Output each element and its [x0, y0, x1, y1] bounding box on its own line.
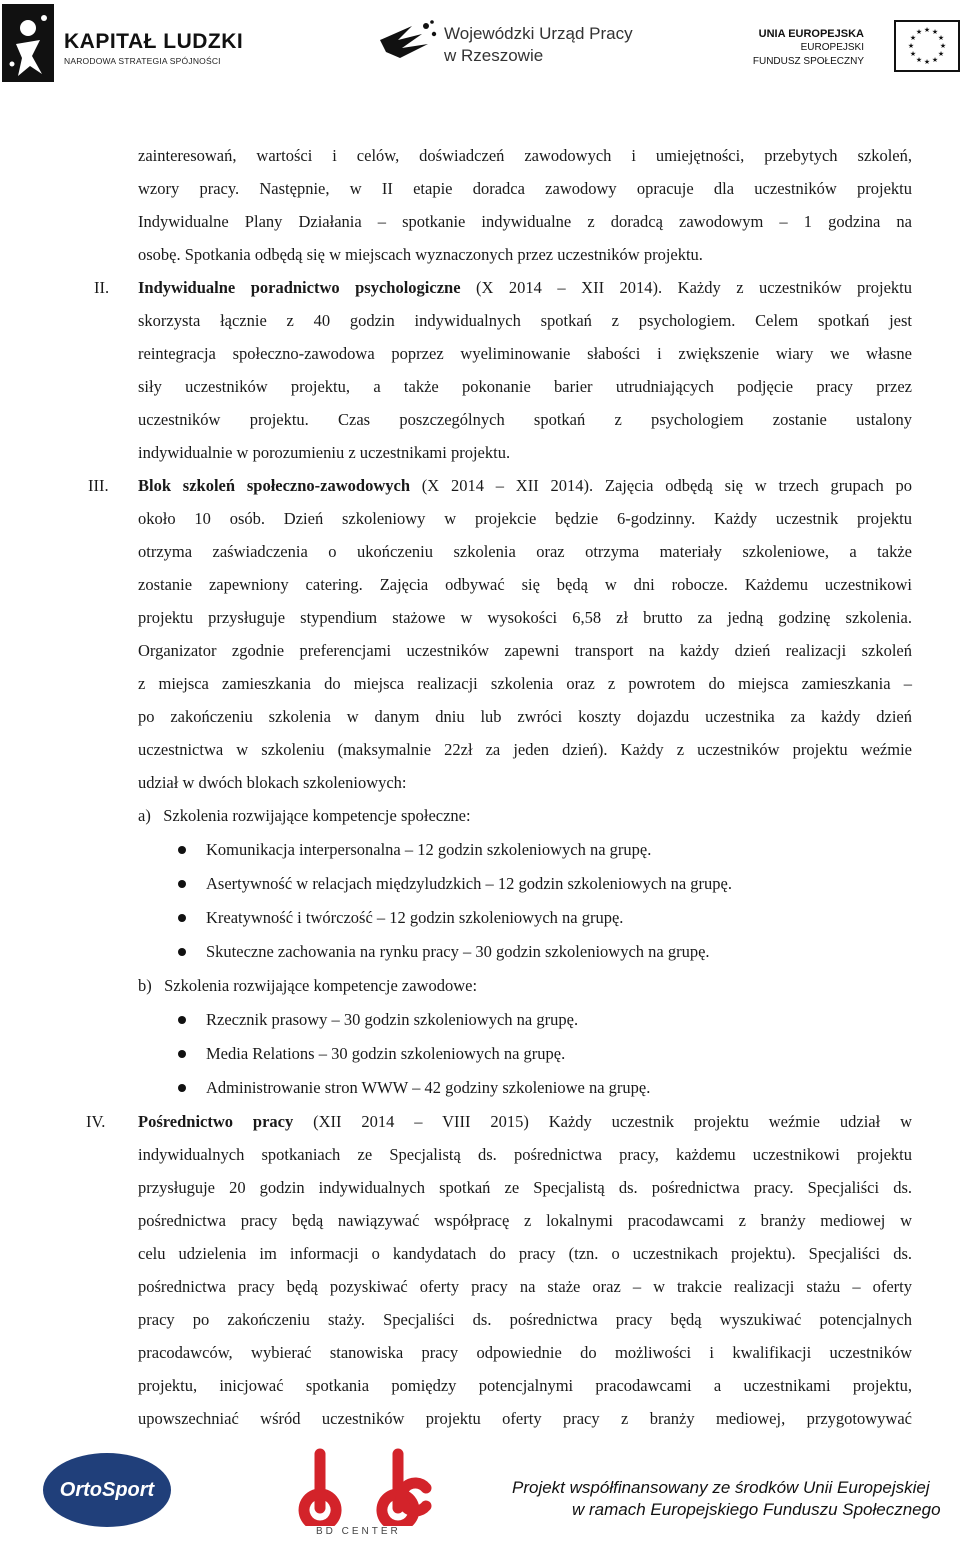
- text-line: uczestnictwa w szkoleniu (maksymalnie 22zł za jeden dzień). Każdy z uczestników projektu weźmie: [138, 740, 912, 759]
- kapital-ludzki-logo: [2, 4, 262, 82]
- text-line: celu udzielenia im informacji o kandydatach do pracy (tzn. o uczestnikach projektu). Specjaliści ds.: [138, 1244, 912, 1263]
- section-number: II.: [94, 278, 110, 297]
- eu-logo: [752, 18, 960, 78]
- svg-text:★: ★: [909, 50, 917, 58]
- eu-flag-icon: [894, 20, 960, 72]
- cofinancing-line1: Projekt współfinansowany ze środków Unii Europejskiej: [512, 1478, 930, 1497]
- bullet-icon: [178, 948, 186, 956]
- text-line: Indywidualne Plany Działania – spotkanie indywidualne z doradcą zawodowym – 1 godzina na: [138, 212, 912, 231]
- list-item: Administrowanie stron WWW – 42 godziny szkoleniowe na grupę.: [206, 1078, 651, 1097]
- eu-line1: UNIA EUROPEJSKA: [758, 28, 864, 40]
- bullet-icon: [178, 914, 186, 922]
- svg-text:★: ★: [923, 26, 931, 34]
- text-line: osobę. Spotkania odbędą się w miejscach wyznaczonych przez uczestników projektu.: [138, 245, 703, 264]
- text-line: skorzysta łącznie z 40 godzin indywidualnych spotkań z psychologiem. Celem spotkań jest: [138, 311, 912, 330]
- text-line: upowszechniać wśród uczestników projektu oferty pracy z branży mediowej, przygotowywać: [138, 1409, 912, 1428]
- text-line: projektu przysługuje stypendium stażowe w wysokości 6,58 zł brutto za jedną godzinę szkolenia.: [138, 608, 912, 627]
- text-line: projektu, inicjować spotkania pomiędzy potencjalnymi pracodawcami a uczestnikami projektu,: [138, 1376, 912, 1395]
- svg-text:★: ★: [939, 42, 947, 50]
- svg-text:★: ★: [907, 42, 915, 50]
- text-line: Organizator zgodnie preferencjami uczestników zapewni transport na każdy dzień realizacji szkoleń: [138, 641, 912, 660]
- svg-text:★: ★: [931, 56, 939, 64]
- list-item: Media Relations – 30 godzin szkoleniowych na grupę.: [206, 1044, 566, 1063]
- bullet-icon: [178, 1084, 186, 1092]
- list-item: Kreatywność i twórczość – 12 godzin szkoleniowych na grupę.: [206, 908, 624, 927]
- text-line: pracy po zakończeniu staży. Specjaliści ds. pośrednictwa pracy będą wyszukiwać potencjalnych: [138, 1310, 912, 1329]
- ortosport-logo-text: OrtoSport: [59, 1479, 155, 1501]
- section-number: III.: [88, 476, 109, 495]
- text-line: wzory pracy. Następnie, w II etapie doradca zawodowy opracuje dla uczestników projektu: [138, 179, 912, 198]
- section-title: Blok szkoleń społeczno-zawodowych: [138, 476, 410, 495]
- bd-center-label: BD CENTER: [316, 1526, 401, 1537]
- kapital-ludzki-emblem-icon: [2, 4, 54, 82]
- list-item: Komunikacja interpersonalna – 12 godzin szkoleniowych na grupę.: [206, 840, 652, 859]
- svg-text:★: ★: [931, 28, 939, 36]
- section-heading-line: Indywidualne poradnictwo psychologiczne (X 2014 – XII 2014). Każdy z uczestników projektu: [138, 278, 912, 297]
- cofinancing-line2: w ramach Europejskiego Funduszu Społecznego: [572, 1500, 941, 1519]
- bdc-mark-icon: [298, 1446, 438, 1526]
- svg-text:★: ★: [915, 56, 923, 64]
- page-footer: [0, 1440, 960, 1542]
- text-line: około 10 osób. Dzień szkoleniowy w projekcie będzie 6-godzinny. Każdy uczestnik projektu: [138, 509, 912, 528]
- text-line: otrzyma zaświadczenia o ukończeniu szkolenia oraz otrzyma materiały szkoleniowe, a także: [138, 542, 912, 561]
- page-header: [0, 0, 960, 90]
- text-line: uczestników projektu. Czas poszczególnych spotkań z psychologiem zostanie ustalony: [138, 410, 912, 429]
- text-line: udział w dwóch blokach szkoleniowych:: [138, 773, 407, 792]
- section-title: Pośrednictwo pracy: [138, 1112, 294, 1131]
- text-line: pośrednictwa pracy będą nawiązywać współpracę z lokalnymi pracodawcami z branży mediowej w: [138, 1211, 912, 1230]
- wup-rzeszow-logo: [378, 14, 648, 74]
- svg-text:★: ★: [909, 34, 917, 42]
- text-line: z miejsca zamieszkania do miejsca realizacji szkolenia oraz z powrotem do miejsca zamieszkania –: [138, 674, 912, 693]
- text-line: pracodawców, wybierać stanowiska pracy odpowiednie do możliwości i kwalifikacji uczestników: [138, 1343, 912, 1362]
- text-line: indywidualnych spotkaniach ze Specjalistą ds. pośrednictwa pracy, każdemu uczestnikowi projektu: [138, 1145, 912, 1164]
- text-line: reintegracja społeczno-zawodowa poprzez wyeliminowanie słabości i zwiększenie wiary we własne: [138, 344, 912, 363]
- bullet-icon: [178, 1016, 186, 1024]
- bullet-icon: [178, 846, 186, 854]
- text-line: indywidualnie w porozumieniu z uczestnikami projektu.: [138, 443, 511, 462]
- wup-name-line2: w Rzeszowie: [444, 46, 544, 65]
- ortosport-logo: [43, 1453, 171, 1527]
- text-line: zostanie zapewniony catering. Zajęcia odbywać się będą w dni robocze. Każdemu uczestnikowi: [138, 575, 912, 594]
- text-line: przysługuje 20 godzin indywidualnych spotkań ze Specjalistą ds. pośrednictwa pracy. Specjaliści ds.: [138, 1178, 912, 1197]
- kapital-ludzki-title: KAPITAŁ LUDZKI: [64, 30, 244, 53]
- eu-line2: EUROPEJSKI: [800, 42, 864, 53]
- text-line: pośrednictwa pracy będą pozyskiwać oferty pracy na staże oraz – w trakcie realizacji stażu – oferty: [138, 1277, 912, 1296]
- svg-text:★: ★: [937, 50, 945, 58]
- section-heading-line: Blok szkoleń społeczno-zawodowych (X 2014 – XII 2014). Zajęcia odbędą się w trzech grupach po: [138, 476, 912, 495]
- eu-line3: FUNDUSZ SPOŁECZNY: [752, 56, 864, 67]
- bullet-icon: [178, 1050, 186, 1058]
- wup-name-line1: Wojewódzki Urząd Pracy: [444, 24, 633, 43]
- list-item: Rzecznik prasowy – 30 godzin szkoleniowych na grupę.: [206, 1010, 579, 1029]
- bullet-icon: [178, 880, 186, 888]
- bd-center-logo: [298, 1446, 438, 1538]
- wup-bird-icon: [378, 18, 440, 68]
- section-number: IV.: [86, 1112, 106, 1131]
- list-b-label: b) Szkolenia rozwijające kompetencje zawodowe:: [138, 976, 478, 995]
- svg-text:★: ★: [937, 34, 945, 42]
- kapital-ludzki-subtitle: NARODOWA STRATEGIA SPÓJNOŚCI: [64, 56, 221, 66]
- text-line: zainteresowań, wartości i celów, doświadczeń zawodowych i umiejętności, przebytych szkoleń,: [138, 146, 912, 165]
- list-item: Skuteczne zachowania na rynku pracy – 30 godzin szkoleniowych na grupę.: [206, 942, 710, 961]
- list-a-label: a) Szkolenia rozwijające kompetencje społeczne:: [138, 806, 471, 825]
- text-line: po zakończeniu szkolenia w danym dniu lub zwróci koszty dojazdu uczestnika za każdy dzień: [138, 707, 912, 726]
- section-title: Indywidualne poradnictwo psychologiczne: [138, 278, 461, 297]
- text-line: siły uczestników projektu, a także pokonanie barier utrudniających podjęcie pracy przez: [138, 377, 912, 396]
- svg-text:★: ★: [915, 28, 923, 36]
- svg-text:★: ★: [923, 58, 931, 66]
- section-heading-line: Pośrednictwo pracy (XII 2014 – VIII 2015) Każdy uczestnik projektu weźmie udział w: [138, 1112, 912, 1131]
- list-item: Asertywność w relacjach międzyludzkich – 12 godzin szkoleniowych na grupę.: [206, 874, 733, 893]
